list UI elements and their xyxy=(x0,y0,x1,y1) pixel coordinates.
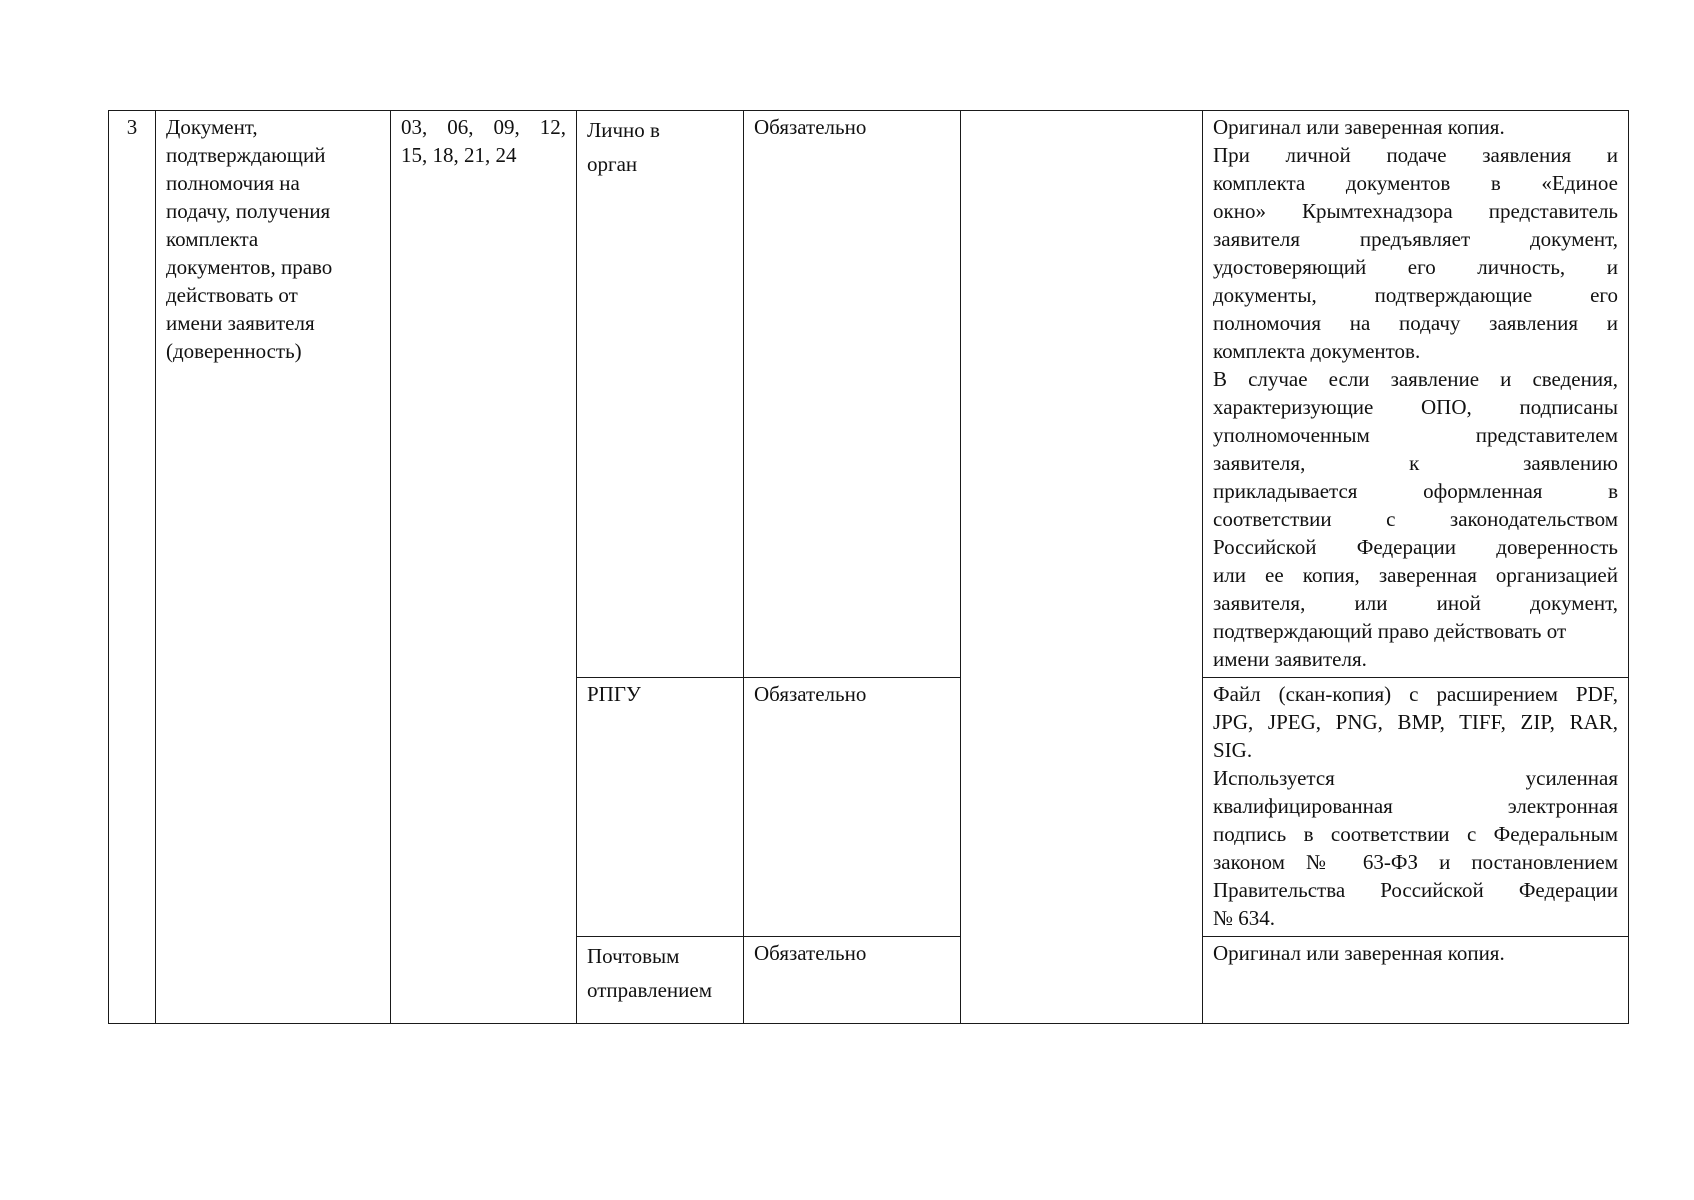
condition-line: Российской Федерации доверенность xyxy=(1213,535,1618,559)
condition-line: прикладывается оформленная в xyxy=(1213,479,1618,503)
condition-line: характеризующие ОПО, подписаны xyxy=(1213,395,1618,419)
condition-line: JPG, JPEG, PNG, BMP, TIFF, ZIP, RAR, xyxy=(1213,710,1618,734)
channel-cell xyxy=(577,678,744,937)
requirement-text: Обязательно xyxy=(754,682,867,706)
document-name-line: (доверенность) xyxy=(166,339,302,363)
codes-line: 15, 18, 21, 24 xyxy=(401,143,517,167)
row-number-cell xyxy=(109,111,156,1024)
table-row xyxy=(109,111,1629,678)
document-name-line: Документ, xyxy=(166,115,258,139)
condition-line: комплекта документов. xyxy=(1213,339,1421,363)
condition-line: подпись в соответствии с Федеральным xyxy=(1213,822,1618,846)
channel-line: отправлением xyxy=(587,978,712,1002)
condition-line: удостоверяющий его личность, и xyxy=(1213,255,1618,279)
document-name-line: комплекта xyxy=(166,227,259,251)
channel-cell xyxy=(577,111,744,678)
requirement-text: Обязательно xyxy=(754,941,867,965)
conditions-cell xyxy=(1203,678,1629,937)
condition-line: SIG. xyxy=(1213,738,1253,762)
condition-line: Правительства Российской Федерации xyxy=(1213,878,1618,902)
condition-line: заявителя, к заявлению xyxy=(1213,451,1618,475)
document-name-line: подачу, получения xyxy=(166,199,331,223)
channel-cell xyxy=(577,937,744,1024)
requirement-cell xyxy=(744,937,961,1024)
requirement-text: Обязательно xyxy=(754,115,867,139)
requirement-cell xyxy=(744,678,961,937)
codes-cell xyxy=(391,111,577,1024)
channel-line: РПГУ xyxy=(587,682,641,706)
requirement-cell xyxy=(744,111,961,678)
channel-line: орган xyxy=(587,152,638,176)
condition-line: Оригинал или заверенная копия. xyxy=(1213,115,1505,139)
condition-line: подтверждающий право действовать от xyxy=(1213,619,1567,643)
conditions-cell xyxy=(1203,937,1629,1024)
condition-line: соответствии с законодательством xyxy=(1213,507,1618,531)
condition-line: полномочия на подачу заявления и xyxy=(1213,311,1618,335)
condition-line: Оригинал или заверенная копия. xyxy=(1213,941,1505,965)
condition-line: уполномоченным представителем xyxy=(1213,423,1618,447)
document-name-line: документов, право xyxy=(166,255,333,279)
condition-line: или ее копия, заверенная организацией xyxy=(1213,563,1618,587)
condition-line: заявителя предъявляет документ, xyxy=(1213,227,1618,251)
condition-line: документы, подтверждающие его xyxy=(1213,283,1618,307)
channel-line: Лично в xyxy=(587,118,660,142)
document-name-cell xyxy=(156,111,391,1024)
condition-line: квалифицированная электронная xyxy=(1213,794,1618,818)
condition-line: При личной подаче заявления и xyxy=(1213,143,1618,167)
document-name-line: подтверждающий xyxy=(166,143,326,167)
condition-line: имени заявителя. xyxy=(1213,647,1367,671)
document-name-line: имени заявителя xyxy=(166,311,315,335)
channel-line: Почтовым xyxy=(587,944,680,968)
empty-cell xyxy=(961,111,1203,1024)
condition-line: В случае если заявление и сведения, xyxy=(1213,367,1618,391)
document-name-line: полномочия на xyxy=(166,171,300,195)
document-name-line: действовать от xyxy=(166,283,298,307)
condition-line: Файл (скан-копия) с расширением PDF, xyxy=(1213,682,1618,706)
requirements-table xyxy=(108,110,1629,1024)
conditions-cell xyxy=(1203,111,1629,678)
row-number: 3 xyxy=(126,115,138,139)
condition-line: окно» Крымтехнадзора представитель xyxy=(1213,199,1618,223)
condition-line: комплекта документов в «Единое xyxy=(1213,171,1618,195)
condition-line: законом № 63-ФЗ и постановлением xyxy=(1213,850,1618,874)
condition-line: Используется усиленная xyxy=(1213,766,1618,790)
codes-line: 03, 06, 09, 12, xyxy=(401,115,566,139)
condition-line: № 634. xyxy=(1213,906,1276,930)
condition-line: заявителя, или иной документ, xyxy=(1213,591,1618,615)
